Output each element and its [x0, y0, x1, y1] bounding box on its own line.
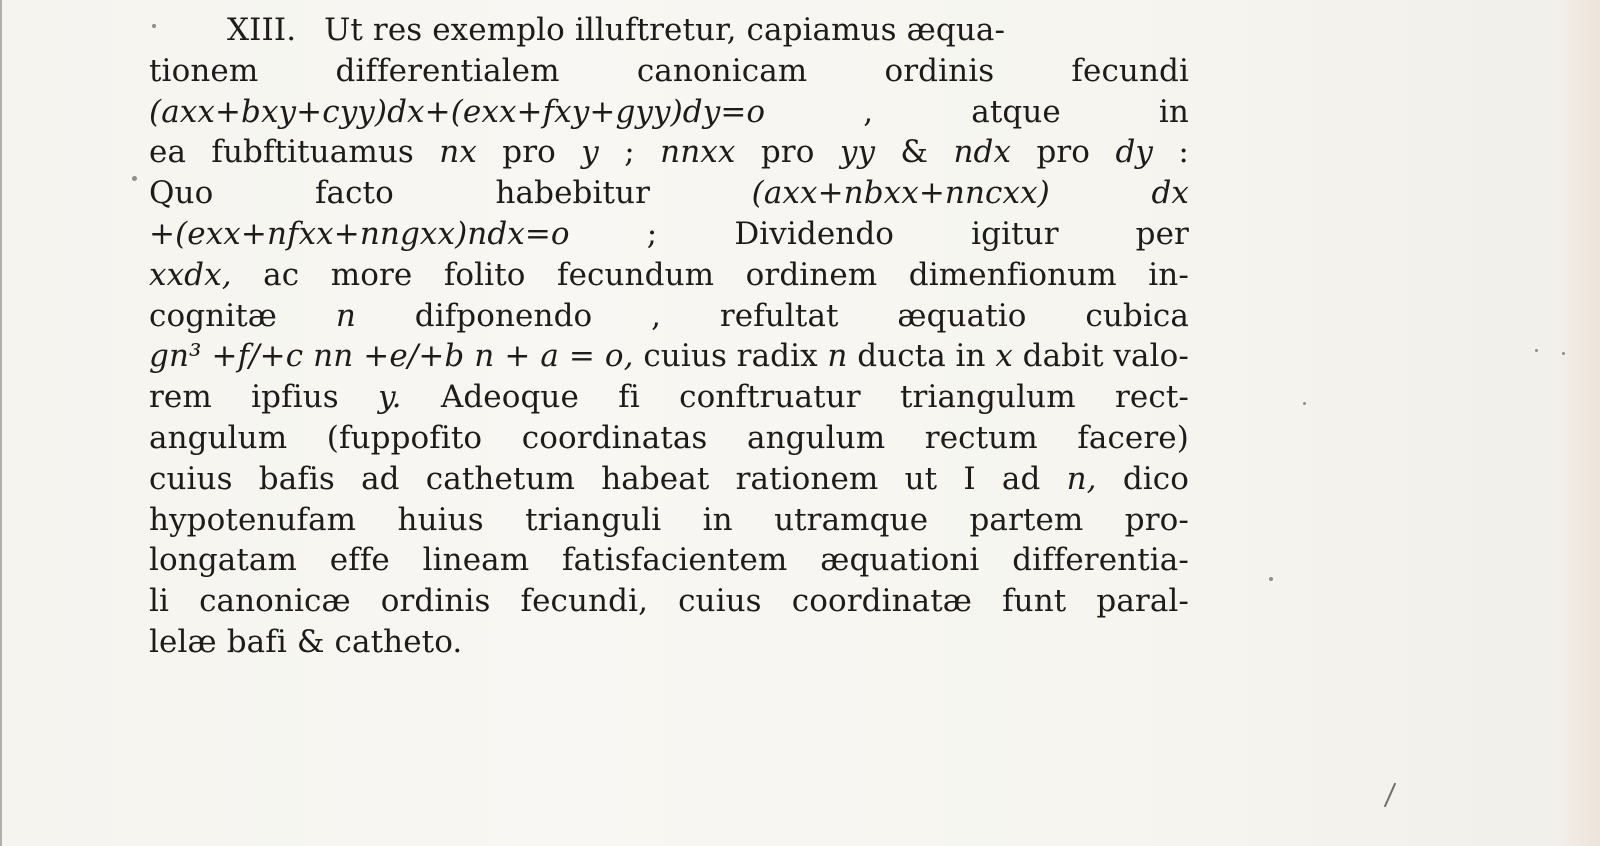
word: ducta	[857, 338, 946, 375]
word: fecundum	[557, 256, 715, 293]
word: differentia-	[1012, 542, 1189, 579]
word: effe	[329, 542, 390, 579]
word: difponendo	[414, 297, 593, 334]
math-word: yy	[839, 134, 876, 171]
word: in	[1158, 93, 1189, 130]
latin-paragraph	[149, 10, 1189, 663]
word: fecundi,	[520, 583, 649, 620]
word: (fuppofito	[326, 419, 483, 456]
text-line-7	[149, 255, 1189, 296]
math-word: dx	[1151, 175, 1189, 212]
word-space	[287, 622, 297, 663]
text-line-14	[149, 540, 1189, 581]
word: huius	[397, 501, 484, 538]
word: Quo	[149, 175, 214, 212]
math-word: xxdx,	[149, 256, 232, 293]
math-word: nnxx	[660, 134, 736, 171]
word: habeat	[601, 460, 710, 497]
word: fatisfacientem	[562, 542, 788, 579]
word: lelæ	[149, 623, 217, 660]
word: ut	[904, 460, 938, 497]
paper-speck	[1269, 577, 1273, 581]
word-space	[325, 622, 335, 663]
word: ;	[646, 215, 658, 252]
word: cuius	[643, 338, 727, 375]
word: conftruatur	[679, 379, 861, 416]
word: cuius	[678, 583, 762, 620]
word: fubftituamus	[211, 134, 414, 171]
word: cuius	[149, 460, 233, 497]
word: coordinatas	[521, 419, 708, 456]
word: per	[1135, 215, 1189, 252]
word: ,	[651, 297, 662, 334]
text-line-1	[149, 10, 1189, 51]
word-space	[217, 622, 227, 663]
word: in	[702, 501, 733, 538]
ink-smear	[1384, 783, 1396, 808]
word: æquationi	[820, 542, 980, 579]
word: ordinis	[884, 52, 995, 89]
word: tionem	[149, 52, 259, 89]
text-line-9	[149, 336, 1189, 377]
left-gutter-line	[0, 0, 2, 846]
word: pro	[760, 134, 815, 171]
text-line-5	[149, 173, 1189, 214]
word: utramque	[774, 501, 929, 538]
word: pro	[502, 134, 556, 171]
word: I	[963, 460, 976, 497]
word: in-	[1148, 256, 1189, 293]
word: pro-	[1124, 501, 1189, 538]
word: canonicam	[636, 52, 808, 89]
line-1-text: Ut res exemplo illuftretur, capiamus æqua-	[324, 12, 1006, 48]
word: Dividendo	[734, 215, 895, 252]
word: ,	[863, 93, 874, 130]
word: dabit	[1022, 338, 1104, 375]
math-word: ndx	[953, 134, 1012, 171]
word: facto	[314, 175, 394, 212]
word: &	[900, 134, 929, 171]
text-line-13	[149, 500, 1189, 541]
word: dimenfionum	[908, 256, 1117, 293]
math-word: n	[827, 338, 848, 375]
word: radix	[736, 338, 818, 375]
paper-speck	[152, 24, 156, 28]
word: ac	[263, 256, 300, 293]
word: li	[149, 583, 170, 620]
word: triangulum	[899, 379, 1076, 416]
word: longatam	[149, 542, 298, 579]
word: æquatio	[897, 297, 1027, 334]
math-word: y	[581, 134, 599, 171]
word: cathetum	[425, 460, 576, 497]
word: igitur	[971, 215, 1059, 252]
word: in	[955, 338, 986, 375]
word: valo-	[1113, 338, 1189, 375]
word: &	[296, 623, 325, 660]
right-page-edge	[1560, 0, 1600, 846]
word: ;	[624, 134, 635, 171]
section-number: XIII.	[227, 12, 297, 48]
paper-speck	[1535, 349, 1538, 352]
equation: (axx+nbxx+nncxx)	[751, 175, 1050, 212]
word: canonicæ	[199, 583, 351, 620]
word: differentialem	[335, 52, 560, 89]
word: fi	[618, 379, 640, 416]
paper-speck	[1562, 352, 1565, 355]
word: cubica	[1085, 297, 1189, 334]
word: pro	[1036, 134, 1091, 171]
word: trianguli	[525, 501, 662, 538]
word: fecundi	[1071, 52, 1189, 89]
word: angulum	[747, 419, 886, 456]
word: ad	[1001, 460, 1041, 497]
text-line-10	[149, 377, 1189, 418]
word: atque	[971, 93, 1061, 130]
word: cognitæ	[149, 297, 278, 334]
equation: +(exx+nfxx+nngxx)ndx=o	[149, 215, 570, 252]
word: bafi	[226, 623, 287, 660]
word: facere)	[1077, 419, 1189, 456]
word: angulum	[149, 419, 288, 456]
word: ea	[149, 134, 187, 171]
word: catheto.	[334, 623, 463, 660]
text-line-15	[149, 581, 1189, 622]
equation: (axx+bxy+cyy)dx+(exx+fxy+gyy)dy=o	[149, 93, 766, 130]
cubic-equation: gn³ +f/+c nn +e/+b n + a = o,	[149, 338, 634, 375]
word: dico	[1122, 460, 1189, 497]
math-word: n	[335, 297, 356, 334]
paper-speck	[132, 176, 137, 181]
text-line-8	[149, 296, 1189, 337]
word: more	[330, 256, 413, 293]
math-word: x	[995, 338, 1013, 375]
text-line-12	[149, 459, 1189, 500]
text-line-6	[149, 214, 1189, 255]
word: :	[1178, 134, 1189, 171]
word: ordinis	[380, 583, 491, 620]
word: bafis	[258, 460, 335, 497]
word: folito	[443, 256, 526, 293]
word: ipfius	[251, 379, 339, 416]
word: ad	[361, 460, 400, 497]
word: paral-	[1096, 583, 1189, 620]
word: rationem	[735, 460, 879, 497]
math-word: nx	[439, 134, 477, 171]
word: refultat	[719, 297, 839, 334]
math-word: y.	[378, 379, 402, 416]
word: ordinem	[745, 256, 878, 293]
word: Adeoque	[440, 379, 579, 416]
word: rect-	[1115, 379, 1189, 416]
word: rem	[149, 379, 212, 416]
math-word: n,	[1066, 460, 1097, 497]
text-line-11	[149, 418, 1189, 459]
text-line-3	[149, 92, 1189, 133]
paper-speck	[1303, 402, 1306, 405]
word: hypotenufam	[149, 501, 357, 538]
word: coordinatæ	[791, 583, 973, 620]
text-line-16	[149, 622, 1189, 663]
math-word: dy	[1115, 134, 1153, 171]
word: rectum	[924, 419, 1038, 456]
word: funt	[1002, 583, 1067, 620]
word: lineam	[422, 542, 530, 579]
text-line-2	[149, 51, 1189, 92]
word: habebitur	[495, 175, 651, 212]
word: partem	[969, 501, 1084, 538]
text-line-4	[149, 132, 1189, 173]
